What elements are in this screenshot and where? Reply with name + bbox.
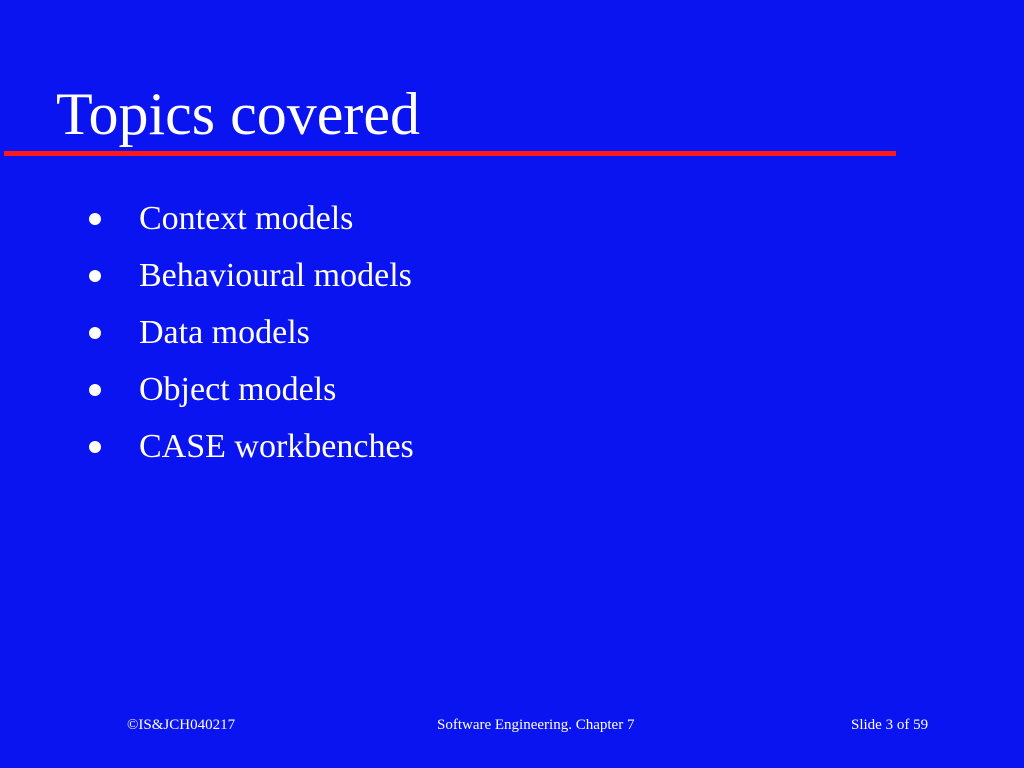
list-item — [86, 247, 414, 304]
bullet-text: Data models — [139, 313, 310, 351]
bullet-text: Object models — [139, 370, 337, 408]
bullet-text: Behavioural models — [139, 256, 412, 294]
bullet-icon — [89, 441, 101, 453]
bullet-text: Context models — [139, 199, 354, 237]
bullet-icon — [89, 327, 101, 339]
slide-title: Topics covered — [56, 81, 420, 147]
bullet-icon — [89, 270, 101, 282]
footer-copyright: ©IS&JCH040217 — [127, 717, 236, 733]
bullet-icon — [89, 384, 101, 396]
list-item — [86, 418, 414, 475]
bullet-icon — [89, 213, 101, 225]
footer-course-title: Software Engineering. Chapter 7 — [437, 717, 635, 733]
list-item — [86, 190, 414, 247]
list-item — [86, 361, 414, 418]
footer-slide-number: Slide 3 of 59 — [851, 717, 929, 733]
bullet-text: CASE workbenches — [139, 427, 414, 465]
list-item — [86, 304, 414, 361]
title-divider — [4, 151, 896, 156]
bullet-list — [86, 190, 414, 475]
